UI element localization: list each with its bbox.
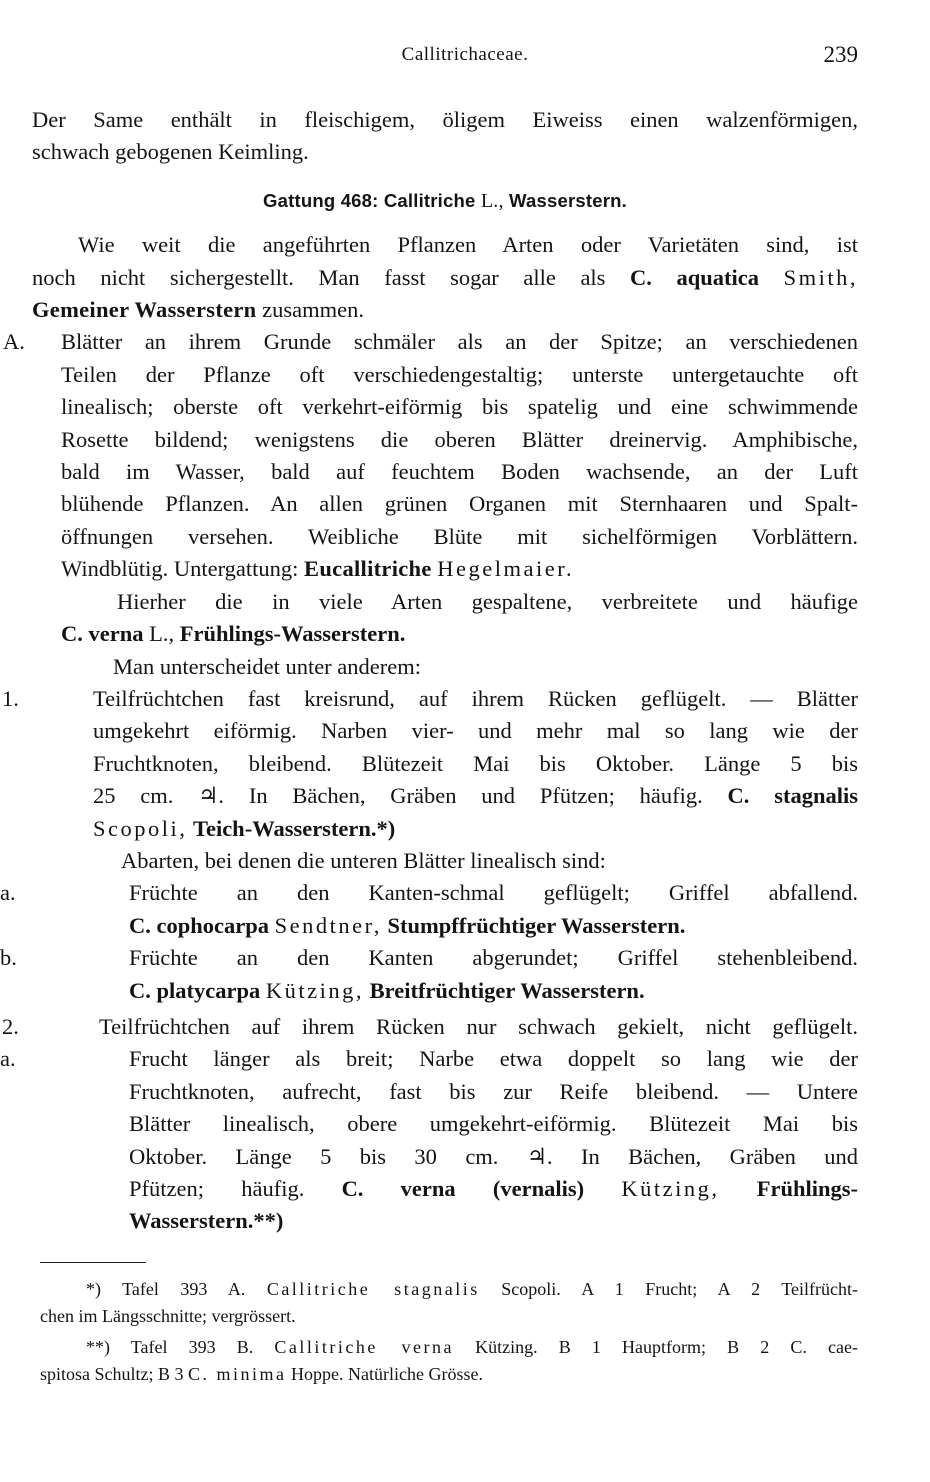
genus-common-name: Wasserstern. [509,189,627,211]
text-line: Windblütig. Untergattung: Eucallitriche Hegelmaier. [61,556,575,582]
text-line: C. platycarpa Kützing, Breitfrüchtiger Wasserstern. [129,977,645,1003]
text-line: Früchte an den Kanten abgerundet; Griffel stehenbleibend. [129,945,858,971]
text-line: Teilen der Pflanze oft verschiedengestaltig; unterste untergetauchte oft [61,361,858,387]
species-name: C. minima [188,1364,287,1384]
text-line: Gemeiner Wasserstern zusammen. [32,297,364,323]
text-line: Abarten, bei denen die unteren Blätter linealisch sind: [121,847,606,873]
item-marker: 2. [2,1013,19,1039]
footnote-divider [40,1262,146,1263]
list-item-1b [0,942,858,1007]
paragraph-species-status [32,229,858,326]
text-line: Teilfrüchtchen auf ihrem Rücken nur schwach gekielt, nicht geflügelt. [99,1013,858,1039]
page-body [0,104,859,1238]
text-line: Oktober. Länge 5 bis 30 cm. ♃. In Bächen, Gräben und [129,1143,858,1169]
text-line: umgekehrt eiförmig. Narben vier- und mehr mal so lang wie der [93,718,858,744]
text-line: Früchte an den Kanten-schmal geflügelt; Griffel abfallend. [129,880,858,906]
page-header [0,42,930,74]
species-name: Callitriche stagnalis [266,1279,480,1299]
text-line: Rosette bildend; wenigstens die oberen Blätter dreinervig. Amphibische, [61,426,858,452]
species-name: C. platycarpa [129,977,261,1003]
common-name: Gemeiner Wasserstern [32,297,257,323]
item-marker: a. [0,1046,16,1072]
genus-author: L., [480,189,504,212]
text-line: C. verna L., Frühlings-Wasserstern. [61,621,406,647]
footnotes [40,1276,858,1388]
text-line: Scopoli, Teich-Wasserstern.*) [93,815,396,841]
species-name: Callitriche verna [274,1337,454,1357]
paragraph-hierher [32,586,858,683]
item-marker: b. [0,945,17,971]
list-item-2a [0,1043,858,1237]
text-line: Wie weit die angeführten Pflanzen Arten oder Varietäten sind, ist [78,232,858,258]
text-line: Teilfrüchtchen fast kreisrund, auf ihrem Rücken geflügelt. — Blätter [93,685,858,711]
text-line: noch nicht sichergestellt. Man fasst sogar alle als C. aquatica Smith, [32,264,859,290]
species-name: C. verna [341,1176,456,1201]
species-name: C. verna [61,621,144,647]
text-line: Blätter an ihrem Grunde schmäler als an der Spitze; an verschiedenen [61,329,858,355]
species-name: C. stagnalis [727,783,858,809]
item-marker: 1. [2,685,19,711]
text-line: Pfützen; häufig. C. verna (vernalis) Kützing, Frühlings- [129,1176,858,1201]
species-name: C. aquatica [630,264,760,290]
text-line: schwach gebogenen Keimling. [32,139,309,165]
common-name: Frühlings- [756,1176,858,1201]
species-name: C. cophocarpa [129,912,269,938]
genus-heading [32,185,858,217]
list-item-1a [0,877,858,942]
genus-label: Gattung 468: Callitriche [263,189,476,211]
footnote-2 [40,1334,858,1388]
text-line: Wasserstern.**) [129,1208,284,1234]
text-line: **) Tafel 393 B. Callitriche verna Kützing. B 1 Hauptform; B 2 C. cae- [86,1337,859,1357]
text-line: Fruchtknoten, bleibend. Blütezeit Mai bis Oktober. Länge 5 bis [93,750,858,776]
page-number: 239 [823,42,858,67]
text-line: Blätter linealisch, obere umgekehrt-eiförmig. Blütezeit Mai bis [129,1111,858,1137]
text-line: Frucht länger als breit; Narbe etwa doppelt so lang wie der [129,1046,858,1072]
subgenus-name: Eucallitriche [304,556,432,582]
common-name: Stumpffrüchtiger Wasserstern. [387,912,686,938]
list-item-1 [2,683,858,845]
text-line: 25 cm. ♃. In Bächen, Gräben und Pfützen; häufig. C. stagnalis [93,783,858,809]
text-line: Fruchtknoten, aufrecht, fast bis zur Reife bleibend. — Untere [129,1078,858,1104]
section-a [3,326,858,585]
text-line: bald im Wasser, bald auf feuchtem Boden wachsende, an der Luft [61,459,858,485]
text-line: Hierher die in viele Arten gespaltene, verbreitete und häufige [117,588,858,614]
text-line: blühende Pflanzen. An allen grünen Organen mit Sternhaaren und Spalt- [61,491,858,517]
text-line: Der Same enthält in fleischigem, öligem Eiweiss einen walzenförmigen, [32,107,858,132]
common-name: Teich-Wasserstern.*) [193,815,396,841]
common-name: Frühlings-Wasserstern. [179,621,406,647]
intro-paragraph [32,104,858,169]
section-marker: A. [3,329,25,355]
text-line: C. cophocarpa Sendtner, Stumpffrüchtiger Wasserstern. [129,912,686,938]
item-marker: a. [0,880,16,906]
running-head: Callitrichaceae. [401,44,529,65]
text-line: spitosa Schultz; B 3 C. minima Hoppe. Natürliche Grösse. [40,1364,483,1384]
text-line: linealisch; oberste oft verkehrt-eiförmig bis spatelig und eine schwimmende [61,394,858,420]
text-line: *) Tafel 393 A. Callitriche stagnalis Scopoli. A 1 Frucht; A 2 Teilfrücht- [86,1279,859,1299]
text-line: Man unterscheidet unter anderem: [113,653,422,679]
footnote-1 [40,1276,858,1330]
common-name: Breitfrüchtiger Wasserstern. [369,977,645,1003]
list-item-2 [2,1011,858,1043]
text-line: öffnungen versehen. Weibliche Blüte mit sichelförmigen Vorblättern. [61,523,858,549]
text-line: chen im Längsschnitte; vergrössert. [40,1306,296,1326]
